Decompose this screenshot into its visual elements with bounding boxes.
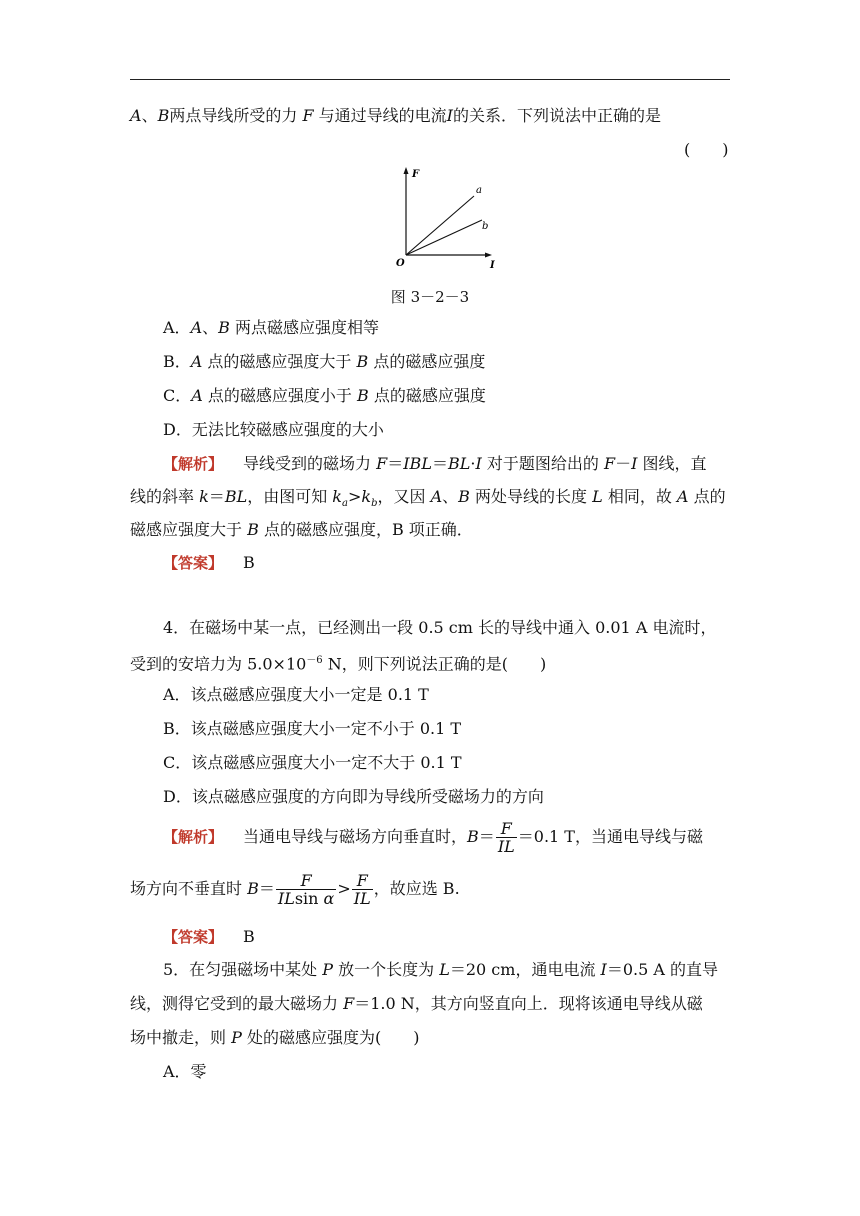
q4-option-c: C．该点磁感应强度大小一定不大于 0.1 T — [163, 753, 462, 772]
answer-value: B — [243, 927, 255, 946]
line-a-label: a — [476, 185, 482, 196]
q4-option-d: D．该点磁感应强度的方向即为导线所受磁场力的方向 — [163, 787, 544, 806]
q4-stem-line-2: 受到的安培力为 $5.0\times 10^{-6}$ N，则下列说法正确的是( ) — [130, 654, 547, 674]
q3-analysis-line-2: 线的斜率 k＝BL，由图可知 $k_a>k_b$，又因 A、B 两处导线的长度 L 相同，故 A 点的 — [130, 487, 726, 510]
question-intro: A、B两点导线所受的力 F 与通过导线的电流I的关系．下列说法中正确的是 — [130, 106, 662, 125]
q3-option-d: D．无法比较磁感应强度的大小 — [163, 420, 384, 439]
x-axis-arrow-icon — [485, 253, 492, 258]
axis-y-label: F — [412, 169, 420, 180]
q3-analysis-line-1: 【解析】 导线受到的磁场力 F＝IBL＝BL·I 对于题图给出的 F－I 图线，直 — [163, 454, 707, 473]
line-b-label: b — [482, 221, 489, 232]
q5-option-a: A．零 — [163, 1062, 207, 1081]
figure-caption: 图 3－2－3 — [390, 288, 470, 306]
fraction-f-over-il-sin: $\frac{F}{\text{ILsin α}}$ — [277, 871, 335, 908]
q3-answer — [163, 553, 255, 573]
q3-option-c: C．A 点的磁感应强度小于 B 点的磁感应强度 — [163, 386, 486, 405]
q4-analysis-line-2: 场方向不垂直时 B＝ $\frac{F}{\text{ILsin α}}$ > $\frac{F}{IL}$ ，故应选 B. — [130, 871, 460, 908]
q5-stem-line-2: 线，测得它受到的最大磁场力 F＝1.0 N，其方向竖直向上．现将该通电导线从磁 — [130, 994, 703, 1013]
analysis-tag: 【解析】 — [163, 828, 224, 846]
fraction-f-over-il-2: $\frac{F}{IL}$ — [353, 871, 371, 908]
answer-value: B — [243, 553, 255, 572]
line-b — [406, 220, 482, 255]
answer-tag: 【答案】 — [163, 928, 224, 946]
q4-option-a: A．该点磁感应强度大小一定是 0.1 T — [163, 685, 429, 704]
q4-analysis-line-1: 【解析】 当通电导线与磁场方向垂直时，B＝ $\frac{F}{IL}$ ＝0.1 T，当通电导线与磁 — [163, 819, 703, 856]
q3-option-b: B．A 点的磁感应强度大于 B 点的磁感应强度 — [163, 352, 486, 371]
q3-analysis-line-3: 磁感应强度大于 B 点的磁感应强度，B 项正确． — [130, 520, 473, 539]
answer-paren: ( ) — [684, 140, 729, 159]
q4-option-b: B．该点磁感应强度大小一定不小于 0.1 T — [163, 719, 462, 738]
q4-stem-line-1: 4．在磁场中某一点，已经测出一段 0.5 cm 长的导线中通入 0.01 A 电流时， — [163, 618, 717, 637]
q4-answer — [163, 927, 255, 947]
line-a — [406, 196, 474, 255]
axis-x-label: I — [490, 260, 495, 271]
analysis-tag: 【解析】 — [163, 455, 224, 473]
origin-label: O — [396, 258, 405, 269]
header-rule — [130, 79, 730, 80]
answer-tag: 【答案】 — [163, 554, 224, 572]
f-i-graph — [390, 165, 510, 275]
q3-option-a: A．A、B 两点磁感应强度相等 — [163, 318, 379, 337]
q5-stem-line-3: 场中撤走，则 P 处的磁感应强度为( ) — [130, 1028, 420, 1047]
fraction-f-over-il: $\frac{F}{IL}$ — [497, 819, 515, 856]
y-axis-arrow-icon — [404, 167, 409, 174]
q5-stem-line-1: 5．在匀强磁场中某处 P 放一个长度为 L＝20 cm，通电电流 I＝0.5 A 的直导 — [163, 960, 719, 979]
